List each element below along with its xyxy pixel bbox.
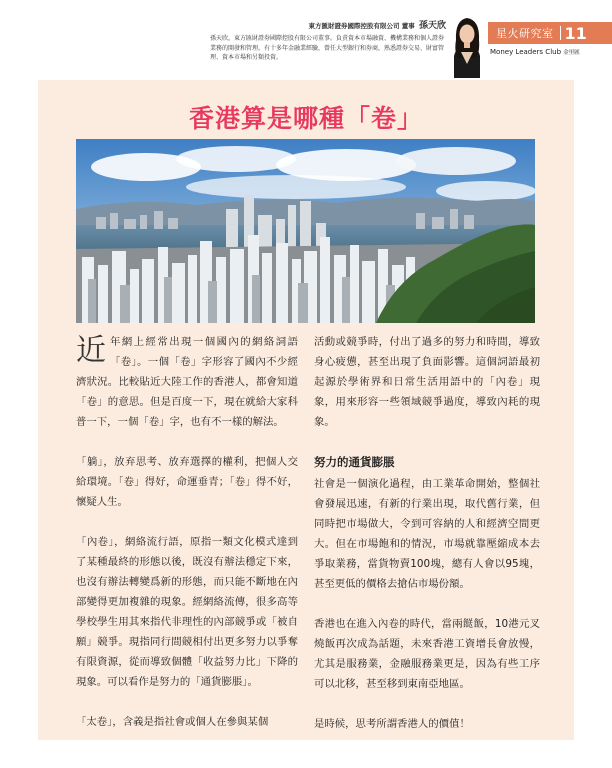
- club-name-cn: 金里匯: [563, 50, 580, 56]
- author-company-role: 東方匯財證券國際控股有限公司 董事: [308, 22, 415, 30]
- author-bio: 孫天欣，東方匯財證券國際控股有限公司董事。負責資本市場融資、機構業務和個人證券業務的開發和管理。有十多年金融業經驗，曾任大型銀行和券商，熟悉證券交易、財富管理、資本市場和另類投資。: [210, 35, 445, 61]
- author-name: 孫天欣: [418, 21, 446, 31]
- article-title: 香港算是哪種「卷」: [188, 104, 423, 133]
- author-header: [210, 22, 446, 63]
- paragraph-text: 年網上經常出現一個國內的網絡詞語「卷」。一個「卷」字形容了國內不少經濟狀況。比較貼近大陸工作的香港人，都會知道「卷」的意思。但是百度一下，現在就給大家科普一下，一個「卷」字，也有不一樣的解法。: [76, 336, 298, 428]
- page-number: 11: [564, 23, 587, 43]
- article-paragraph: 是時候，思考所謂香港人的價值！: [314, 718, 470, 730]
- column-tab: [488, 22, 612, 44]
- article-paragraph: 「躺」，放弃思考、放弃選擇的權利，把個人交給環境。「卷」得好，命運垂青；「卷」得不好，懷疑人生。: [76, 456, 298, 508]
- hong-kong-skyline-photo: [76, 139, 535, 323]
- article-paragraph: 社會是一個演化過程，由工業革命開始，整個社會發展迅速，有新的行業出現，取代舊行業，但同時把市場做大，令到可容納的人和經濟空間更大。但在市場飽和的情況，市場就靠壓縮成本去爭取業務，當貨物賣100塊，總有人會以95塊，甚至更低的價格去搶佔市場份額。: [314, 478, 540, 590]
- author-portrait: [446, 12, 488, 78]
- article-paragraph: 「內卷」，網絡流行語，原指一類文化模式達到了某種最終的形態以後，既沒有辦法穩定下來，也沒有辦法轉變爲新的形態，而只能不斷地在內部變得更加複雜的現象。經網絡流傳，很多高等學校學生用其來指代非理性的內部競爭或「被自願」競爭。現指同行間競相付出更多努力以爭奪有限資源，從而導致個體「收益努力比」下降的現象。可以看作是努力的「通貨膨脹」。: [76, 536, 298, 688]
- column-label: 星火研究室: [496, 27, 554, 40]
- club-name-en: Money Leaders Club: [490, 48, 562, 56]
- tab-divider: [560, 26, 561, 40]
- article-paragraph: 活動或競爭時，付出了過多的努力和時間，導致身心疲憊，甚至出現了負面影響。這個詞語最初起源於學術界和日常生活用語中的「內卷」現象，用來形容一些領域競爭過度，導致內耗的現象。: [314, 336, 540, 428]
- article-paragraph: 「太卷」，含義是指社會或個人在參與某個: [76, 716, 269, 728]
- author-title-line: [210, 22, 446, 31]
- drop-cap: 近: [76, 333, 106, 368]
- club-label: [490, 48, 580, 56]
- section-heading: 努力的通貨膨脹: [314, 455, 395, 469]
- article-paragraph: [76, 332, 298, 432]
- article-column-right: [314, 332, 540, 754]
- article-column-left: [76, 332, 298, 752]
- article-paragraph: 香港也在進入內卷的時代，當兩餸飯，10港元叉燒飯再次成為話題，未來香港工資增長會放慢，尤其是服務業，金融服務業更是，因為有些工序可以北移，甚至移到東南亞地區。: [314, 618, 540, 690]
